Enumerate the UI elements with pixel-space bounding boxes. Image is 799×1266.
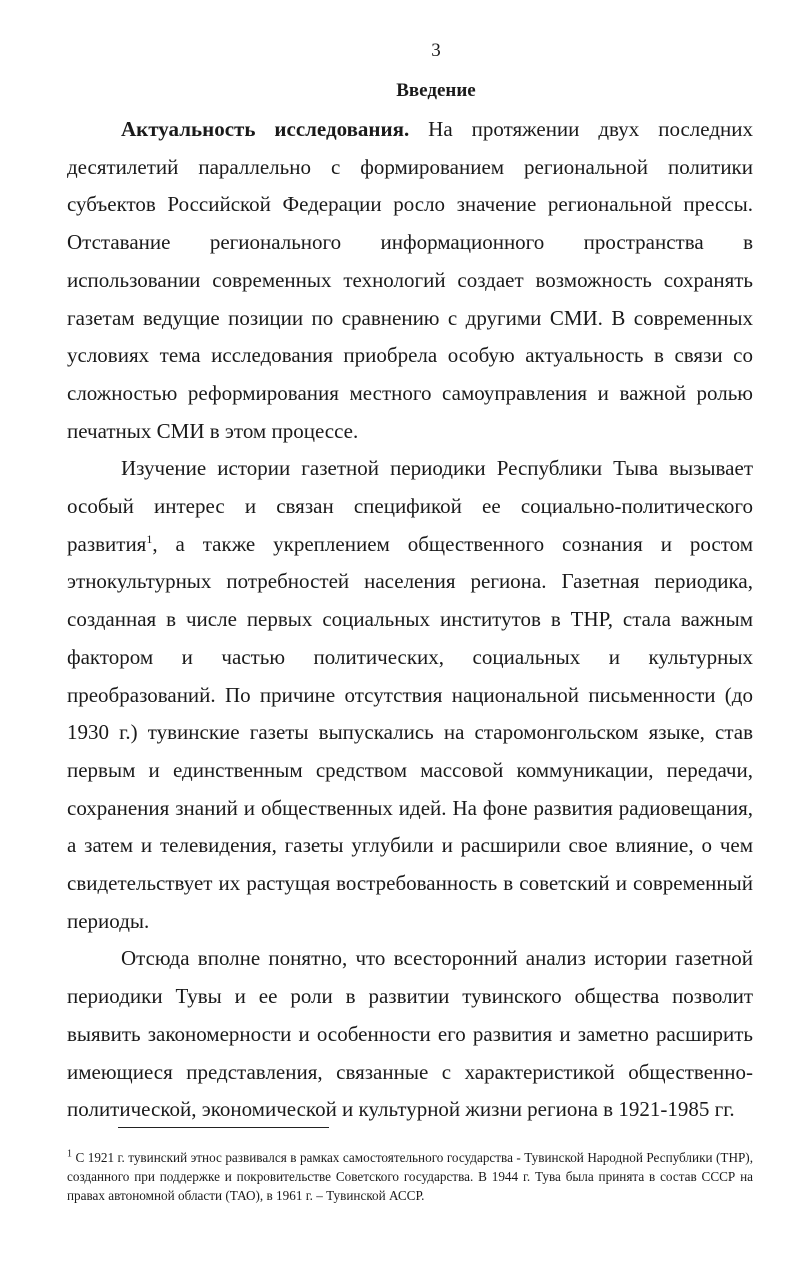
page-number: 3 xyxy=(431,40,441,61)
footnote-divider xyxy=(118,1127,329,1128)
footnote-text: С 1921 г. тувинский этнос развивался в рамках самостоятельного государства - Тувинской Народной Республики (ТНР), созданного при поддержке и покровительстве Советского государства. В 1944 г. Тува была принята в состав СССР на правах автономной области (ТАО), в 1961 г. – Тувинской АССР. xyxy=(67,1150,753,1203)
section-heading: Введение xyxy=(396,80,476,101)
paragraph-lead: Актуальность исследования. xyxy=(121,117,410,141)
paragraph-text: Отсюда вполне понятно, что всесторонний анализ истории газетной периодики Тувы и ее роли в развитии тувинского общества позволит выявить закономерности и особенности его развития и заметно расширить имеющиеся представления, связанные с характеристикой общественно-политической, экономической и культурной жизни региона в 1921-1985 гг. xyxy=(67,946,753,1122)
paragraph-text: Изучение истории газетной периодики Республики Тыва вызывает особый интерес и связан спецификой ее социально-политического развития xyxy=(67,456,753,556)
paragraph-text: , а также укреплением общественного сознания и ростом этнокультурных потребностей населения региона. Газетная периодика, созданная в числе первых социальных институтов в ТНР, стала важным фактором и частью политических, социальных и культурных преобразований. По причине отсутствия национальной письменности (до 1930 г.) тувинские газеты выпускались на старомонгольском языке, став первым и единственным средством массовой коммуникации, передачи, сохранения знаний и общественных идей. На фоне развития радиовещания, а затем и телевидения, газеты углубили и расширили свое влияние, о чем свидетельствует их растущая востребованность в советский и современный периоды. xyxy=(67,531,753,933)
footnote xyxy=(67,1148,753,1205)
paragraph-conclusion xyxy=(67,940,753,1129)
footnote-reference[interactable]: 1 xyxy=(146,531,153,546)
footnote-marker: 1 xyxy=(67,1148,72,1160)
paragraph-history xyxy=(67,450,753,940)
paragraph-text: На протяжении двух последних десятилетий параллельно с формированием региональной политики субъектов Российской Федерации росло значение региональной прессы. Отставание регионального информационного пространства в использовании современных технологий создает возможность сохранять газетам ведущие позиции по сравнению с другими СМИ. В современных условиях тема исследования приобрела особую актуальность в связи со сложностью реформирования местного самоуправления и важной ролью печатных СМИ в этом процессе. xyxy=(67,117,753,443)
paragraph-relevance xyxy=(67,111,753,450)
body-text xyxy=(67,111,753,1129)
